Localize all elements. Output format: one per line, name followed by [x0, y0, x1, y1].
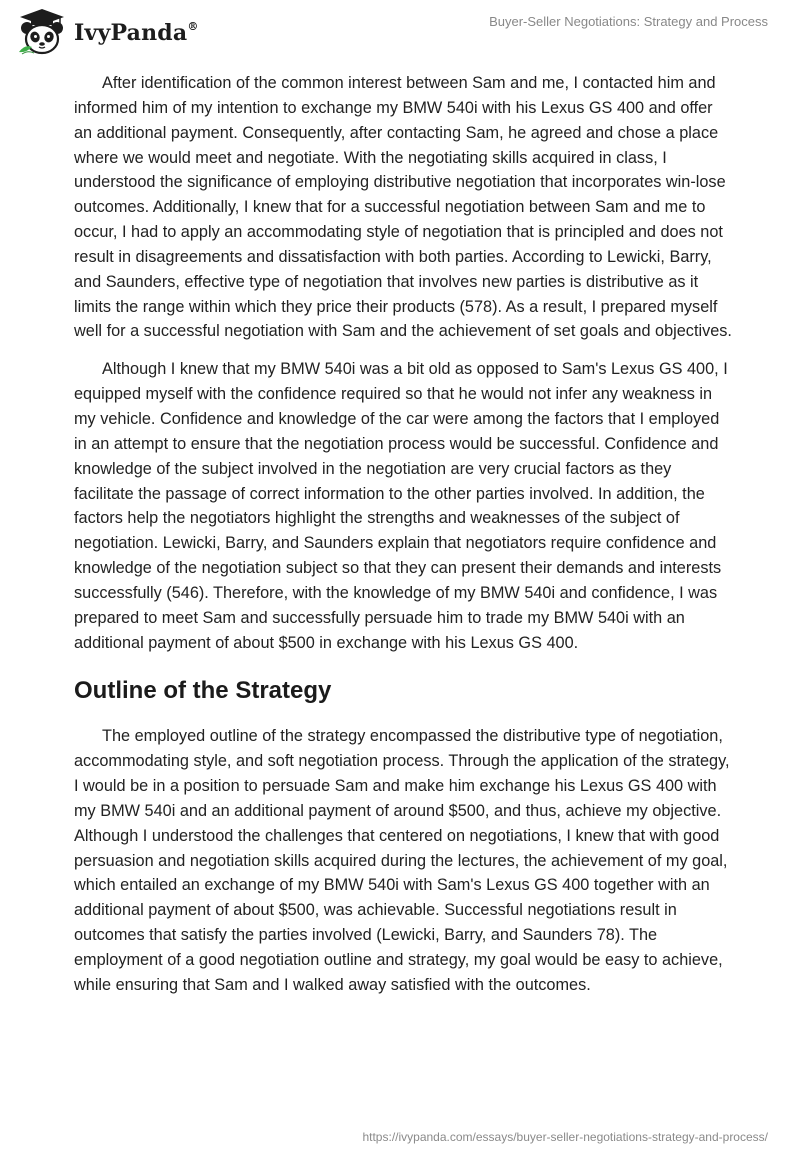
panda-graduate-icon — [16, 8, 68, 56]
body-paragraph: Although I knew that my BMW 540i was a bit old as opposed to Sam's Lexus GS 400, I equipped myself with the confidence required so that he would not infer any weakness in my vehicle. Confidence and knowledge of the car were among the factors that I employed in an attempt to ensure that the negotiation process would be successful. Confidence and knowledge of the subject involved in the negotiation are very crucial factors as they facilitate the passage of correct information to the other parties involved. In addition, the factors help the negotiators highlight the strengths and weaknesses of the subject of negotiation. Lewicki, Barry, and Saunders explain that negotiators require confidence and knowledge of the negotiation subject so that they can present their demands and interests successfully (546). Therefore, with the knowledge of my BMW 540i and confidence, I was prepared to meet Sam and successfully persuade him to trade my BMW 540i with an additional payment of about $500 in exchange with his Lexus GS 400. — [74, 360, 728, 652]
section-heading: Outline of the Strategy — [74, 677, 332, 705]
logo-wordmark: IvyPanda® — [74, 19, 199, 46]
essay-body — [74, 71, 734, 1011]
body-paragraph: The employed outline of the strategy encompassed the distributive type of negotiation, accommodating style, and soft negotiation process. Through the application of the strategy, I would be in a position to persuade Sam and make him exchange his Lexus GS 400 with my BMW 540i and an additional payment of around $500, and thus, achieve my objective. Although I understood the challenges that centered on negotiations, I knew that with good persuasion and negotiation skills acquired during the lectures, the achievement of my goal, which entailed an exchange of my BMW 540i with Sam's Lexus GS 400 together with an additional payment of about $500, was achievable. Successful negotiations result in outcomes that satisfy the parties involved (Lewicki, Barry, and Saunders 78). The employment of a good negotiation outline and strategy, my goal would be easy to achieve, while ensuring that Sam and I walked away satisfied with the outcomes. — [74, 727, 730, 994]
document-title: Buyer-Seller Negotiations: Strategy and Process — [489, 14, 768, 29]
source-url[interactable]: https://ivypanda.com/essays/buyer-seller-negotiations-strategy-and-process/ — [362, 1130, 768, 1144]
body-paragraph: After identification of the common interest between Sam and me, I contacted him and informed him of my intention to exchange my BMW 540i with his Lexus GS 400 and offer an additional payment. Consequently, after contacting Sam, he agreed and chose a place where we would meet and negotiate. With the negotiating skills acquired in class, I understood the significance of employing distributive negotiation that incorporates win-lose outcomes. Additionally, I knew that for a successful negotiation between Sam and me to occur, I had to apply an accommodating style of negotiation that is principled and does not result in disagreements and dissatisfaction with both parties. According to Lewicki, Barry, and Saunders, effective type of negotiation that involves new parties is distributive as it limits the range within which they price their products (578). As a result, I prepared myself well for a successful negotiation with Sam and the achievement of set goals and objectives. — [74, 74, 732, 341]
registered-mark: ® — [187, 19, 199, 33]
ivypanda-logo[interactable] — [16, 8, 199, 56]
page-header — [0, 0, 800, 60]
